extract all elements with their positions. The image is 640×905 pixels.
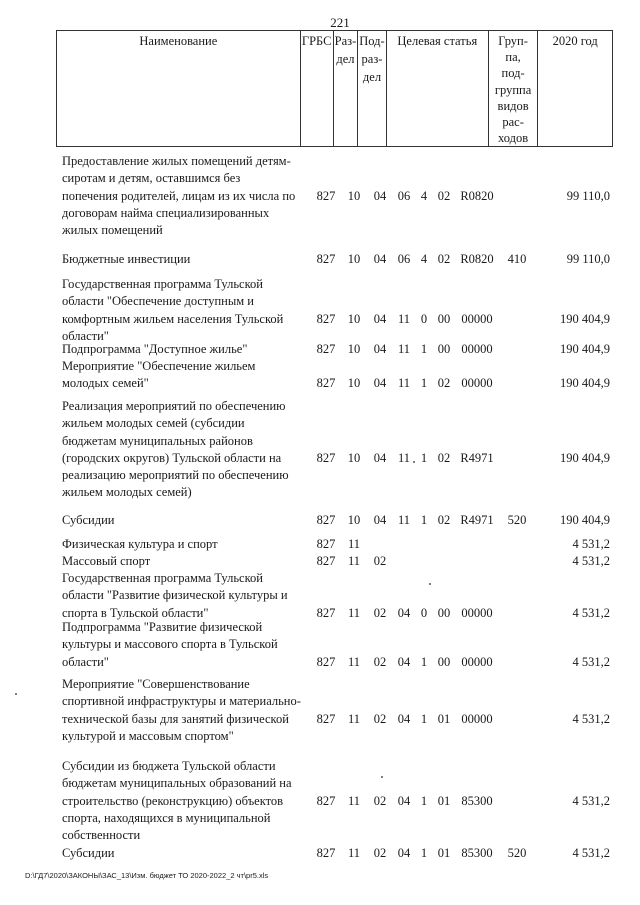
- table-row: [0, 251, 640, 268]
- row-name: Физическая культура и спорт: [62, 537, 218, 551]
- row-code-grbs: 827: [316, 554, 336, 568]
- row-code-cs1: 11: [397, 450, 411, 465]
- row-code-cs4: 00000: [461, 342, 493, 356]
- row-code-grbs: 827: [316, 793, 336, 808]
- row-code-rz: 11: [347, 554, 361, 568]
- row-code-cs2: 1: [420, 711, 428, 726]
- row-amount: 190 404,9: [560, 513, 610, 527]
- row-code-pr: 04: [373, 188, 387, 203]
- row-code-grbs: 827: [316, 846, 336, 860]
- row-code-vr: 520: [507, 513, 527, 527]
- row-code-cs1: 06: [397, 252, 411, 266]
- row-code-cs2: 4: [420, 252, 428, 266]
- row-code-pr: 02: [373, 793, 387, 808]
- row-code-cs1: 04: [397, 605, 411, 620]
- row-amount: 4 531,2: [572, 537, 610, 551]
- row-code-grbs: 827: [316, 513, 336, 527]
- row-code-cs4: 00000: [461, 654, 493, 669]
- scan-speck: [413, 461, 415, 463]
- row-name: Реализация мероприятий по обеспечению жильем молодых семей (субсидии бюджетам муниципальных районов (городских округов) Тульской области на реализацию мероприятий по обеспечению жильем молодых семей): [62, 399, 289, 500]
- row-code-cs3: 02: [437, 188, 451, 203]
- table-row: [0, 536, 640, 553]
- row-code-rz: 11: [347, 605, 361, 620]
- row-name: Субсидии: [62, 846, 115, 860]
- row-code-rz: 10: [347, 252, 361, 266]
- row-code-grbs: 827: [316, 654, 336, 669]
- row-code-rz: 10: [347, 311, 361, 326]
- row-amount: 190 404,9: [560, 311, 610, 326]
- row-code-pr: 02: [373, 711, 387, 726]
- row-code-cs3: 02: [437, 513, 451, 527]
- row-code-cs3: 02: [437, 252, 451, 266]
- row-code-cs1: 11: [397, 311, 411, 326]
- row-code-cs2: 1: [420, 846, 428, 860]
- row-code-pr: 02: [373, 846, 387, 860]
- row-amount: 4 531,2: [572, 793, 610, 808]
- row-code-rz: 10: [347, 376, 361, 391]
- row-code-cs4: R0820: [460, 188, 494, 203]
- row-code-cs1: 06: [397, 188, 411, 203]
- row-code-cs3: 00: [437, 342, 451, 356]
- page-number: 221: [330, 15, 350, 30]
- row-amount: 99 110,0: [566, 252, 610, 266]
- table-row: [0, 758, 640, 845]
- row-amount: 4 531,2: [572, 605, 610, 620]
- row-code-cs4: 00000: [461, 376, 493, 391]
- row-code-cs2: 1: [420, 793, 428, 808]
- row-code-cs3: 01: [437, 711, 451, 726]
- row-name: Субсидии из бюджета Тульской области бюджетам муниципальных образований на строительство (реконструкцию) объектов спорта, находящихся в муниципальной собственности: [62, 759, 292, 843]
- row-name: Подпрограмма "Развитие физической культуры и массового спорта в Тульской области": [62, 620, 278, 669]
- row-code-grbs: 827: [316, 711, 336, 726]
- table-row: [0, 341, 640, 358]
- row-code-cs3: 01: [437, 846, 451, 860]
- row-code-cs3: 01: [437, 793, 451, 808]
- row-code-cs4: R4971: [460, 450, 494, 465]
- row-name: Массовый спорт: [62, 554, 151, 568]
- header-expense-group: Груп- па, под- группа видов рас- ходов: [488, 31, 537, 147]
- row-amount: 99 110,0: [566, 188, 610, 203]
- row-code-cs2: 1: [420, 450, 428, 465]
- footer-file-path: D:\ГД7\2020\ЗАКОНЫ\ЗАС_13\Изм. бюджет ТО 2020-2022_2 чт\pr5.xls: [25, 871, 269, 880]
- row-code-cs3: 02: [437, 376, 451, 391]
- row-code-cs4: 85300: [461, 793, 493, 808]
- row-code-rz: 10: [347, 450, 361, 465]
- row-code-rz: 10: [347, 188, 361, 203]
- table-row: [0, 570, 640, 622]
- row-amount: 190 404,9: [560, 450, 610, 465]
- row-code-cs4: 85300: [461, 846, 493, 860]
- row-code-cs2: 1: [420, 376, 428, 391]
- row-code-rz: 10: [347, 513, 361, 527]
- row-code-grbs: 827: [316, 605, 336, 620]
- row-code-grbs: 827: [316, 450, 336, 465]
- row-name: Государственная программа Тульской области "Развитие физической культуры и спорта в Тульской области": [62, 571, 288, 620]
- row-code-cs1: 04: [397, 846, 411, 860]
- row-name: Государственная программа Тульской области "Обеспечение доступным и комфортным жильем населения Тульской области": [62, 277, 284, 343]
- header-podrazdel: Под- раз- дел: [358, 31, 386, 147]
- table-row: [0, 358, 640, 393]
- table-row: [0, 845, 640, 862]
- row-amount: 4 531,2: [572, 846, 610, 860]
- row-code-grbs: 827: [316, 376, 336, 391]
- row-code-rz: 11: [347, 537, 361, 551]
- table-row: [0, 276, 640, 345]
- table-row: [0, 153, 640, 240]
- row-code-cs1: 04: [397, 711, 411, 726]
- row-code-pr: 02: [373, 654, 387, 669]
- row-code-cs2: 1: [420, 342, 428, 356]
- row-code-cs2: 1: [420, 654, 428, 669]
- row-code-cs3: 02: [437, 450, 451, 465]
- row-amount: 4 531,2: [572, 554, 610, 568]
- row-code-grbs: 827: [316, 311, 336, 326]
- table-row: [0, 553, 640, 570]
- row-code-rz: 11: [347, 711, 361, 726]
- header-year-2020: 2020 год: [538, 31, 613, 147]
- row-name: Бюджетные инвестиции: [62, 252, 191, 266]
- row-code-cs3: 00: [437, 654, 451, 669]
- row-code-cs2: 0: [420, 605, 428, 620]
- row-code-cs1: 11: [397, 376, 411, 391]
- scan-speck: [381, 776, 383, 778]
- row-code-cs4: 00000: [461, 605, 493, 620]
- table-row: [0, 398, 640, 502]
- row-code-pr: 02: [373, 605, 387, 620]
- row-amount: 4 531,2: [572, 711, 610, 726]
- row-code-cs2: 1: [420, 513, 428, 527]
- row-code-rz: 11: [347, 654, 361, 669]
- table-row: [0, 619, 640, 671]
- table-row: [0, 512, 640, 529]
- row-code-pr: 04: [373, 376, 387, 391]
- header-grbs: ГРБС: [300, 31, 333, 147]
- row-code-cs2: 4: [420, 188, 428, 203]
- row-code-cs3: 00: [437, 311, 451, 326]
- row-code-cs3: 00: [437, 605, 451, 620]
- row-code-cs4: R0820: [460, 252, 494, 266]
- row-amount: 4 531,2: [572, 654, 610, 669]
- row-name: Предоставление жилых помещений детям- сиротам и детям, оставшимся без попечения родителей, лицам из их числа по договорам найма специализированных жилых помещений: [62, 154, 296, 238]
- row-code-cs1: 04: [397, 654, 411, 669]
- row-code-grbs: 827: [316, 342, 336, 356]
- row-code-grbs: 827: [316, 252, 336, 266]
- row-name: Субсидии: [62, 513, 115, 527]
- row-code-cs1: 11: [397, 342, 411, 356]
- row-code-pr: 04: [373, 342, 387, 356]
- row-amount: 190 404,9: [560, 342, 610, 356]
- scan-speck: [429, 583, 431, 585]
- row-name: Мероприятие "Совершенствование спортивной инфраструктуры и материально- технической базы для занятий физической культурой и массовым спортом": [62, 677, 301, 743]
- row-code-grbs: 827: [316, 537, 336, 551]
- row-code-cs2: 0: [420, 311, 428, 326]
- row-code-rz: 11: [347, 793, 361, 808]
- row-code-rz: 11: [347, 846, 361, 860]
- row-code-cs1: 04: [397, 793, 411, 808]
- row-code-pr: 04: [373, 252, 387, 266]
- header-name: Наименование: [57, 31, 301, 147]
- row-code-pr: 04: [373, 450, 387, 465]
- row-code-cs4: R4971: [460, 513, 494, 527]
- row-name: Мероприятие "Обеспечение жильем молодых семей": [62, 359, 256, 391]
- row-name: Подпрограмма "Доступное жилье": [62, 342, 248, 356]
- row-code-cs4: 00000: [461, 311, 493, 326]
- header-target-article: Целевая статья: [386, 31, 488, 147]
- row-amount: 190 404,9: [560, 376, 610, 391]
- row-code-cs4: 00000: [461, 711, 493, 726]
- table-header: [56, 30, 613, 147]
- table-row: [0, 676, 640, 745]
- header-razdel: Раз- дел: [333, 31, 358, 147]
- row-code-pr: 04: [373, 513, 387, 527]
- row-code-pr: 02: [373, 554, 387, 568]
- row-code-rz: 10: [347, 342, 361, 356]
- row-code-vr: 520: [507, 846, 527, 860]
- row-code-pr: 04: [373, 311, 387, 326]
- scan-speck: [15, 693, 17, 695]
- row-code-grbs: 827: [316, 188, 336, 203]
- row-code-cs1: 11: [397, 513, 411, 527]
- row-code-vr: 410: [507, 252, 527, 266]
